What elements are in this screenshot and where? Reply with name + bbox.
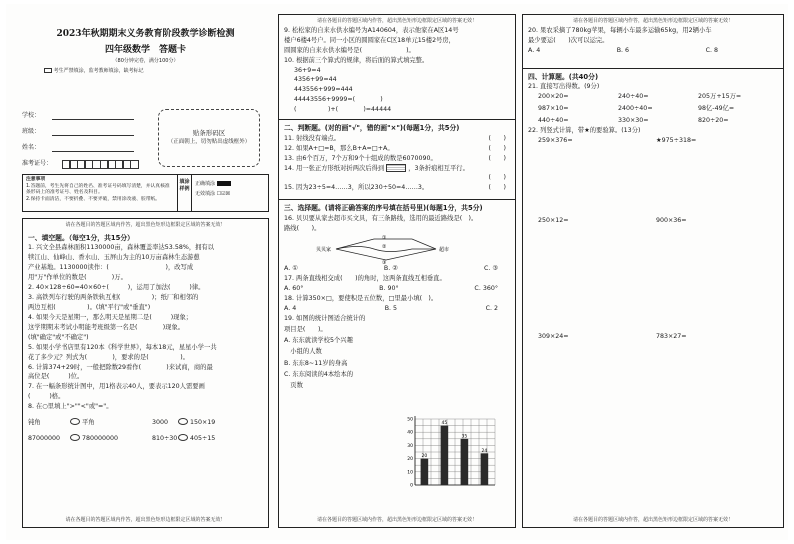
q19-bar-chart	[403, 413, 498, 495]
region-warning-footer: 请在各题目的答题区域内作答，超出黑色矩形边框限定区域的答案无效！	[316, 517, 477, 524]
question-3: 3. 高铁列车行驶的两条铁轨互相( )；纸厂和相邻的 两边互相( )。(填"平行"或"垂直")	[28, 293, 199, 311]
correct-fill-mark	[217, 181, 231, 186]
region-warning: 请在各题目的答题区域内作答，超出黑色矩形边框限定区域的答案无效！	[65, 222, 226, 228]
exam-number-boxes[interactable]	[62, 160, 138, 169]
bar	[441, 426, 449, 485]
question-7: 7. 在一幅条形统计图中，用1格表示40人，要表示120人需要画 ( )格。	[28, 383, 205, 401]
route-start-label: 贝贝家	[316, 246, 332, 253]
bar	[481, 453, 489, 485]
question-17: 17. 两条直线相交成( )的角时，这两条直线互相垂直。	[284, 274, 446, 282]
y-tick-label: 20	[407, 457, 413, 463]
section4-heading: 四、计算题。(共40分)	[528, 72, 599, 81]
route-diagram	[314, 234, 464, 264]
folded-paper-illustration	[386, 164, 406, 172]
section3-heading: 三、选择题。(请将正确答案的序号填在括号里)(每题1分，共5分)	[284, 204, 483, 213]
question-8: 8. 在○里填上">""<"或"="。	[28, 403, 113, 411]
question-20: 20. 果农采摘了780kg苹果，每辆小车最多运输65kg，用2辆小车 最少要运( )次可以运完。	[528, 26, 712, 44]
question-22: 22. 列竖式计算，带★的要验算。(13分)	[528, 126, 641, 134]
compare-circle[interactable]	[178, 434, 188, 441]
section1-heading: 一、填空题。（每空1分，共15分）	[28, 233, 134, 242]
route-2-label: ②	[382, 243, 387, 250]
compare-circle[interactable]	[178, 418, 188, 425]
q17-options: A. 60° B. 90° C. 360°	[284, 284, 498, 292]
question-2: 2. 40×128÷60=40×60÷( )，运用了加法( )律。	[28, 284, 205, 292]
exam-title: 2023年秋期期末义务教育阶段教学诊断检测	[56, 29, 235, 39]
compare-row-1: 钝角 平角 3000 150×19	[28, 419, 216, 427]
vertical-row-2: 250×12= 900×36=	[538, 216, 687, 224]
column-3: 请在各题目的答题区域内作答，超出黑色矩形边框限定区域的答案无效！ 20. 果农采摘了780kg苹果，每辆小车最多运输65kg，用2辆小车 最少要运( )次可以运完。 A. 4 B. 6 C. 8 四、计算题。(共40分) 21. 直接写出得数。(9分) 200×20= 240÷40= 205万+15万= 987×10= 2400÷40= 98亿-49亿= 440÷40= 330×30= 820÷20= 22. 列竖式计算，带★的要验算。(13分) 259×376= ★975÷318= 250×12= 900×36= 309×24= 783×27= 请在各题目的答题区域内作答，超出黑色矩形边框限定区域的答案无效！	[522, 14, 784, 528]
fill-example-label: 填涂样例	[178, 175, 192, 211]
pattern-list: 36+9=4 4356+99=44 443556+999=444 44443556+9999=( ) ( )+( )=44444	[294, 66, 392, 114]
question-18: 18. 计算350×□，要使积是五位数，□里最小填( )。	[284, 294, 438, 302]
compare-circle[interactable]	[70, 434, 80, 441]
q20-options: A. 4 B. 6 C. 8	[528, 46, 718, 54]
data-label: 24	[481, 448, 488, 454]
section2-heading: 二、判断题。(对的画"√"，错的画"×")(每题1分，共5分)	[284, 124, 460, 133]
y-tick-label: 50	[407, 417, 413, 423]
compare-row-2: 87000000 780000000 810÷30 405÷15	[28, 435, 216, 443]
absent-note: 考生严禁填涂，监考教师填涂，缺考标记	[44, 68, 269, 76]
data-label: 45	[441, 421, 448, 427]
route-3-path	[336, 249, 436, 260]
judge-15: 15. 因为23÷5=4……3，所以230÷50=4……3。 ( )	[284, 184, 506, 192]
y-tick-label: 10	[407, 470, 413, 476]
question-19: 19. 如图的统计图适合统计的 项目是( )。 A. 东东就读学校5个兴趣 小组的人数 B. 东东8~11岁的身高 C. 东东阅读的4本绘本的 页数	[284, 315, 366, 389]
question-16: 16. 贝贝要从家去超市买文具，有三条路线，选用的最近路线是( )。 路线( )。	[284, 214, 478, 232]
question-9: 9. 松松家的自来水供水编号为A140604，表示他家在A区14号 楼户6楼4号户。同一小区的圆圆家在C区18单元15楼2号房， 圆圆家的自来水供水编号是( )。	[284, 26, 459, 54]
question-6: 6. 计算374+29时，一般把除数29看作( )来试商，商的最 高位是( )位。	[28, 363, 213, 381]
exam-meta: （80分钟完卷，满分100分）	[112, 57, 179, 64]
barcode-area: 贴条形码区 （正面朝上，切勿贴出虚线框外）	[158, 109, 260, 167]
route-1-label: ①	[382, 234, 387, 241]
name-field[interactable]: 姓名：	[22, 136, 134, 152]
question-1: 1. 兴文全县森林面积1130000亩，森林覆盖率达53.58%，拥有以 犊江山、仙峰山、香水山、玉屏山为主的10万亩森林生态游憩 产业基地。1130000读作：( )，改写成 用"万"作单位的数是( )万。	[28, 244, 215, 282]
judge-13: 13. 由6个百万，7个万和9个十组成的数是6070090。 ( )	[284, 154, 506, 162]
bar	[461, 439, 469, 485]
question-4: 4. 如果今天是星期一，那么明天是星期二是( )现象； 这学期期末考试小明能考班级第一名是( )现象。 (填"确定"或"不确定")	[28, 313, 193, 341]
section-fill-in	[22, 218, 269, 528]
q16-options: A. ① B. ② C. ③	[284, 264, 498, 272]
question-10: 10. 根据前三个算式的规律，将后面的算式填完整。	[284, 56, 429, 64]
question-5: 5. 如果小学书店里有120本《科学世界》，每本18元，星星小学一共 花了多少元？列式为( )，要求的是( )。	[28, 343, 217, 361]
vertical-row-1: 259×376= ★975÷318=	[538, 136, 697, 144]
question-21: 21. 直接写出得数。(9分)	[528, 83, 600, 91]
judge-12: 12. 如果A+□=B，那么B+A=□+A。 ( )	[284, 144, 506, 152]
region-warning-footer: 请在各题目的答题区域内作答，超出黑色矩形边框限定区域的答案无效！	[572, 517, 733, 524]
compare-circle[interactable]	[70, 418, 80, 425]
y-tick-label: 40	[407, 430, 413, 436]
judge-11: 11. 射线没有端点。 ( )	[284, 134, 506, 142]
absent-checkbox[interactable]	[44, 68, 52, 73]
bar	[421, 459, 429, 485]
judge-14: 14. 用一张正方形纸对折两次后得到 ，3条折痕相互平行。	[284, 164, 469, 172]
column-1	[22, 14, 269, 528]
instructions-box: 注意事项 1.答题前，考生先将自己的姓名、准考证号码填写清楚，并认真核准条形码上的准考证号、姓名及科目。 2.保持卡面清洁，不要折叠、不要弄破，禁用涂改液、胶带纸。 填涂样例 正确填涂 无效填涂 ☐☑☒	[22, 174, 269, 212]
class-field[interactable]: 班级：	[22, 120, 134, 136]
route-end-label: 超市	[439, 246, 450, 253]
region-warning-footer: 请在各题目的答题区域内作答，超出黑色矩形边框限定区域的答案无效！	[65, 517, 226, 524]
column-2: 请在各题目的答题区域内作答，超出黑色矩形边框限定区域的答案无效！ 9. 松松家的自来水供水编号为A140604，表示他家在A区14号 楼户6楼4号户。同一小区的圆圆家在C区18单元15楼2号房， 圆圆家的自来水供水编号是( )。 10. 根据前三个算式的规律，将后面的算式填完整。 36+9=4 4356+99=44 443556+999=444 44443556+9999=( ) ( )+( )=44444 二、判断题。(对的画"√"，错的画"×")(每题1分，共5分) 11. 射线没有端点。 ( ) 12. 如果A+□=B，那么B+A=□+A。 ( ) 13. 由6个百万，7个万和9个十组成的数是6070090。 ( ) 14. 用一张正方形纸对折两次后得到 ，3条折痕相互平行。 ( ) 15. 因为23÷5=4……3，所以230÷50=4……3。 ( ) 三、选择题。(请将正确答案的序号填在括号里)(每题1分，共5分) 16. 贝贝要从家去超市买文具，有三条路线，选用的最近路线是( )。 路线( )。 贝贝家 超市 ① ② ③ A. ① B. ② C. ③ 17. 两条直线相交成( )的角时，这两条直线互相垂直。 A. 60° B. 90° C. 360° 18. 计算350×□，要使积是五位数，□里最小填( )。 A. 4 B. 5 C. 2 19. 如图的统计图适合统计的 项目是( )。 A. 东东就读学校5个兴趣 小组的人数 B. 东东8~11岁的身高 C. 东东阅读的4本绘本的 页数 0 10 20 30 40 50 20 45 35 24 请在各题目的答题区域内作答，超出黑色矩形边框限定区域的答案无效！	[278, 14, 516, 528]
exam-subtitle: 四年级数学 答题卡	[104, 44, 186, 55]
data-label: 35	[461, 434, 468, 440]
data-label: 20	[421, 454, 428, 460]
route-3-label: ③	[382, 259, 387, 264]
y-tick-label: 0	[410, 483, 413, 489]
school-field[interactable]: 学校：	[22, 104, 134, 120]
vertical-row-3: 309×24= 783×27=	[538, 332, 687, 340]
answer-sheet	[6, 4, 788, 540]
y-tick-label: 30	[407, 443, 413, 449]
q18-options: A. 4 B. 5 C. 2	[284, 304, 498, 312]
exam-number-label: 准考证号：	[22, 159, 53, 167]
student-info	[22, 104, 134, 168]
mental-math-grid: 200×20= 240÷40= 205万+15万= 987×10= 2400÷40= 98亿-49亿= 440÷40= 330×30= 820÷20=	[538, 93, 742, 124]
